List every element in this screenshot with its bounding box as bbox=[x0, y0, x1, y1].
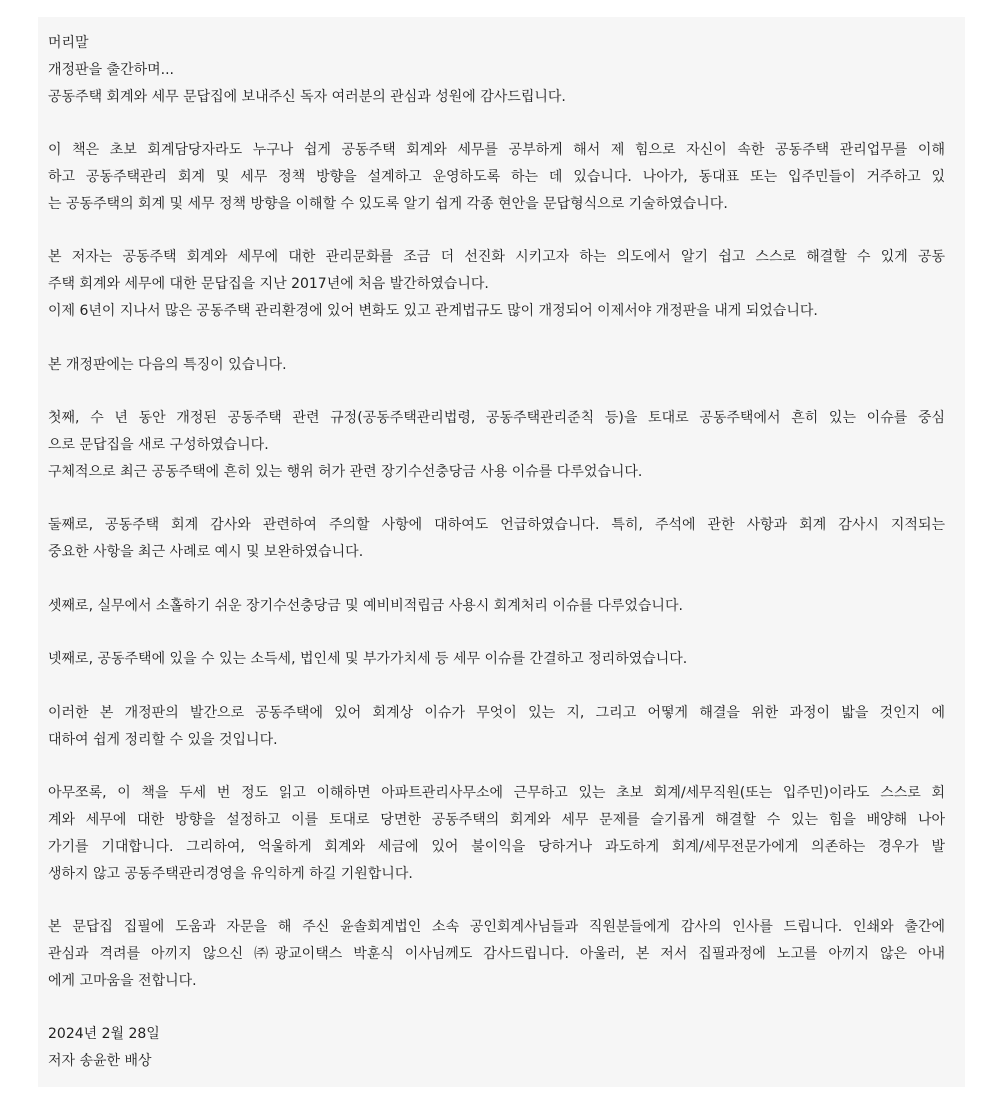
paragraph-line: 하고 공동주택관리 회계 및 세무 정책 방향을 설계하고 운영하도록 하는 데 있습니다. 나아가, 동대표 또는 입주민들이 거주하고 있 bbox=[48, 168, 945, 185]
paragraph-features-intro bbox=[48, 352, 945, 379]
paragraph-line: 본 개정판에는 다음의 특징이 있습니다. bbox=[48, 356, 287, 373]
paragraph-line: 이 책은 초보 회계담당자라도 누구나 쉽게 공동주택 회계와 세무를 공부하게 해서 제 힘으로 자신이 속한 공동주택 관리업무를 이해 bbox=[48, 142, 945, 159]
preface-date: 2024년 2월 28일 bbox=[48, 1026, 160, 1043]
paragraph-line: 넷째로, 공동주택에 있을 수 있는 소득세, 법인세 및 부가가치세 등 세무 이슈를 간결하고 정리하였습니다. bbox=[48, 651, 688, 668]
paragraph-line: 첫째, 수 년 동안 개정된 공동주택 관련 규정(공동주택관리법령, 공동주택관리준칙 등)을 토대로 공동주택에서 흔히 있는 이슈를 중심 bbox=[48, 410, 945, 427]
paragraph-feature-first bbox=[48, 405, 945, 485]
paragraph-line: 본 문답집 집필에 도움과 자문을 해 주신 윤솔회계법인 소속 공인회계사님들과 직원분들에게 감사의 인사를 드립니다. 인쇄와 출간에 bbox=[48, 919, 945, 936]
paragraph-purpose bbox=[48, 137, 945, 217]
paragraph-line: 계와 세무에 대한 방향을 설정하고 이를 토대로 당면한 공동주택의 회계와 세무 문제를 슬기롭게 해결할 수 있는 힘을 배양해 나아 bbox=[48, 812, 945, 829]
paragraph-feature-fourth bbox=[48, 646, 945, 673]
paragraph-line: 둘째로, 공동주택 회계 감사와 관련하여 주의할 사항에 대하여도 언급하였습니다. 특히, 주석에 관한 사항과 회계 감사시 지적되는 bbox=[48, 517, 945, 534]
preface-panel bbox=[38, 17, 965, 1087]
paragraph-line: 으로 문답집을 새로 구성하였습니다. bbox=[48, 436, 269, 453]
preface-thanks-line: 공동주택 회계와 세무 문답집에 보내주신 독자 여러분의 관심과 성원에 감사드립니다. bbox=[48, 88, 566, 105]
paragraph-expectation bbox=[48, 700, 945, 754]
paragraph-line: 대하여 쉽게 정리할 수 있을 것입니다. bbox=[48, 731, 278, 748]
author-signature: 저자 송윤한 배상 bbox=[48, 1053, 152, 1070]
paragraph-line: 셋째로, 실무에서 소홀하기 쉬운 장기수선충당금 및 예비비적립금 사용시 회계처리 이슈를 다루었습니다. bbox=[48, 597, 683, 614]
signature-block bbox=[48, 1021, 945, 1075]
paragraph-line: 본 저자는 공동주택 회계와 세무에 대한 관리문화를 조금 더 선진화 시키고자 하는 의도에서 알기 쉽고 스스로 해결할 수 있게 공동 bbox=[48, 249, 945, 266]
paragraph-line: 중요한 사항을 최근 사례로 예시 및 보완하였습니다. bbox=[48, 544, 364, 561]
paragraph-line: 이러한 본 개정판의 발간으로 공동주택에 있어 회계상 이슈가 무엇이 있는 지, 그리고 어떻게 해결을 위한 과정이 밟을 것인지 에 bbox=[48, 704, 945, 721]
paragraph-feature-second bbox=[48, 512, 945, 566]
paragraph-line: 주택 회계와 세무에 대한 문답집을 지난 2017년에 처음 발간하였습니다. bbox=[48, 276, 489, 293]
paragraph-line: 아무쪼록, 이 책을 두세 번 정도 읽고 이해하면 아파트관리사무소에 근무하고 있는 초보 회계/세무직원(또는 입주민)이라도 스스로 회 bbox=[48, 785, 945, 802]
paragraph-line: 이제 6년이 지나서 많은 공동주택 관리환경에 있어 변화도 있고 관계법규도 많이 개정되어 이제서야 개정판을 내게 되었습니다. bbox=[48, 302, 818, 319]
paragraph-feature-third bbox=[48, 593, 945, 620]
paragraph-acknowledgements bbox=[48, 914, 945, 994]
paragraph-line: 에게 고마움을 전합니다. bbox=[48, 972, 197, 989]
preface-subheading: 개정판을 출간하며... bbox=[48, 61, 174, 78]
paragraph-line: 관심과 격려를 아끼지 않으신 ㈜광교이택스 박훈식 이사님께도 감사드립니다. 아울러, 본 저서 집필과정에 노고를 아끼지 않은 아내 bbox=[48, 946, 945, 963]
paragraph-line: 가기를 기대합니다. 그리하여, 억울하게 회계와 세금에 있어 불이익을 당하거나 과도하게 회계/세무전문가에게 의존하는 경우가 발 bbox=[48, 838, 945, 855]
preface-header bbox=[48, 30, 945, 110]
paragraph-hope bbox=[48, 780, 945, 887]
paragraph-line: 구체적으로 최근 공동주택에 흔히 있는 행위 허가 관련 장기수선충당금 사용 이슈를 다루었습니다. bbox=[48, 463, 643, 480]
paragraph-history bbox=[48, 244, 945, 324]
paragraph-line: 는 공동주택의 회계 및 세무 정책 방향을 이해할 수 있도록 알기 쉽게 각종 현안을 문답형식으로 기술하였습니다. bbox=[48, 195, 728, 212]
paragraph-line: 생하지 않고 공동주택관리경영을 유익하게 하길 기원합니다. bbox=[48, 865, 413, 882]
preface-heading: 머리말 bbox=[48, 35, 89, 51]
